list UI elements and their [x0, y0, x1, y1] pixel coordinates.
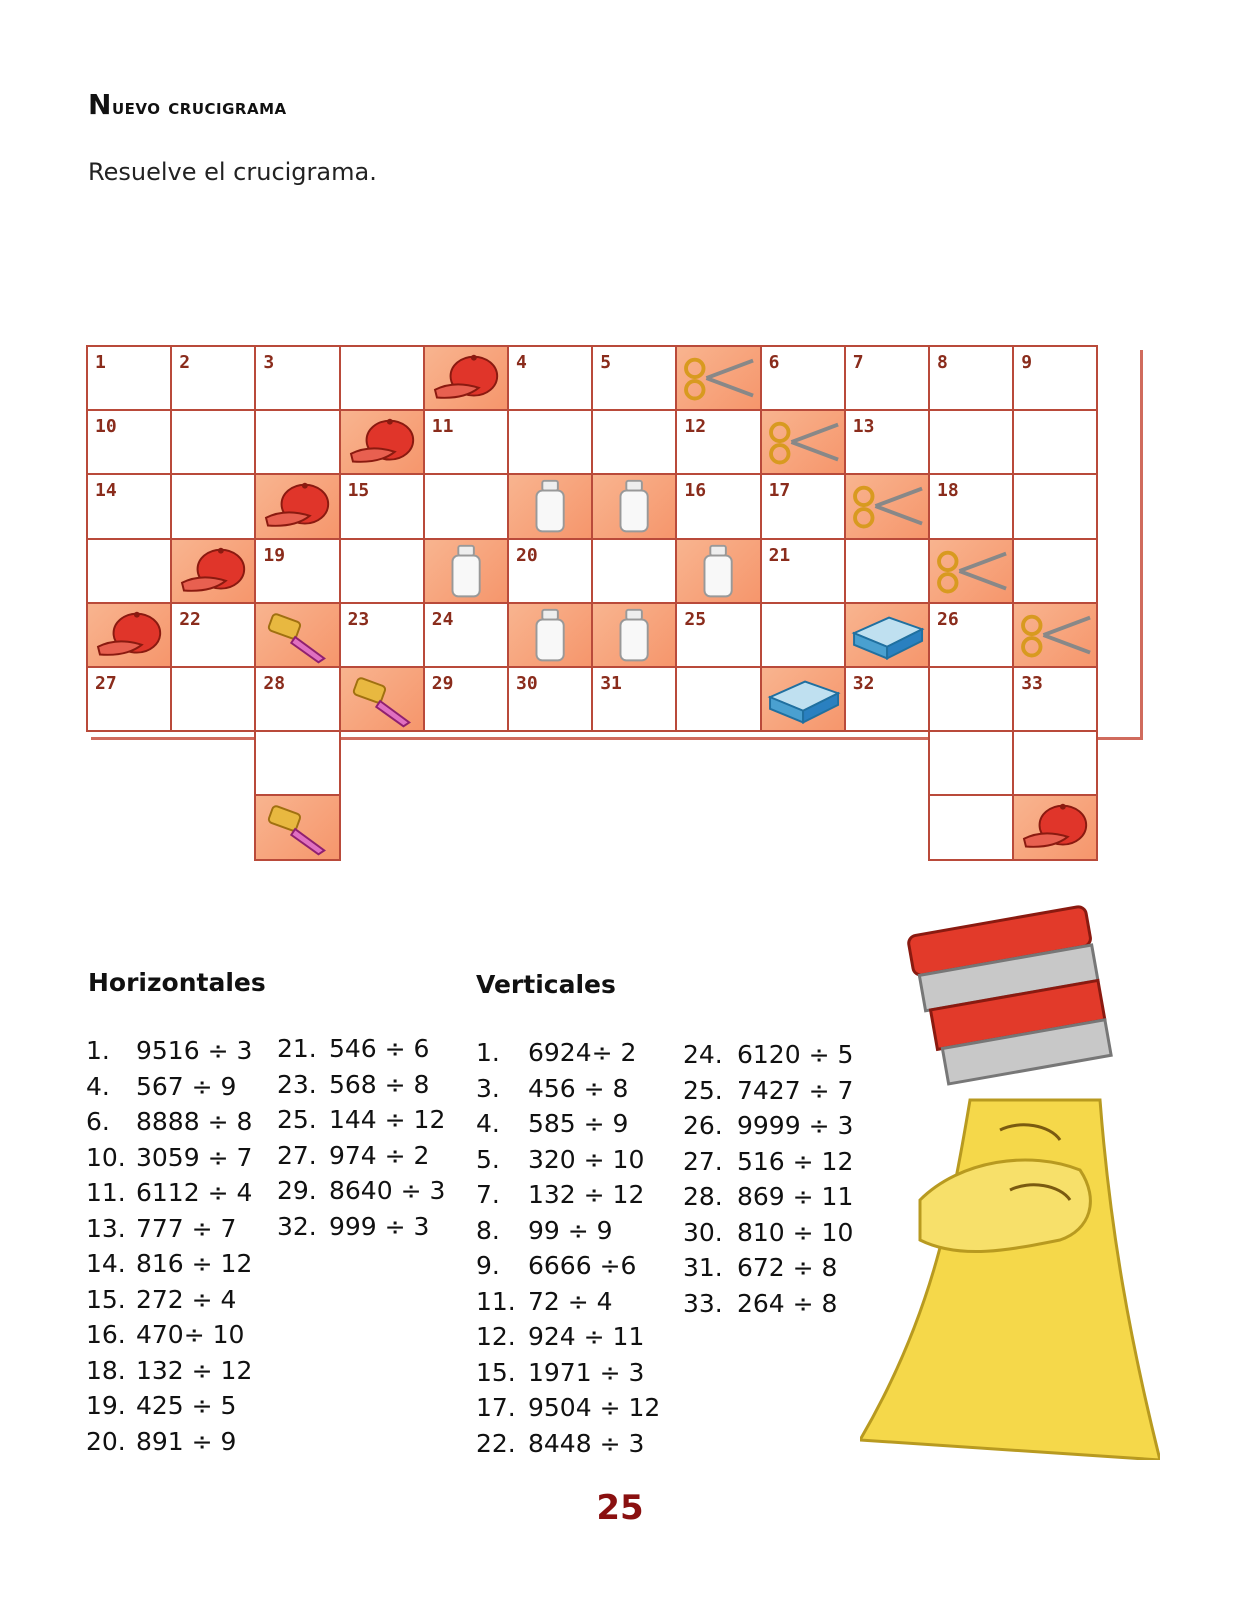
grid-cell[interactable]	[423, 602, 509, 668]
grid-cell-book	[844, 602, 930, 668]
clue-row	[476, 1145, 660, 1181]
clue-row	[683, 1218, 853, 1254]
clue-number: 20	[516, 544, 538, 566]
clue-expression: 144 ÷ 12	[329, 1105, 446, 1134]
clue-number: 9	[1021, 352, 1033, 373]
clue-row	[86, 1072, 252, 1108]
clue-label: 13.	[86, 1213, 126, 1243]
clue-expression: 264 ÷ 8	[737, 1288, 838, 1318]
horizontales-col-2	[277, 1034, 445, 1247]
clue-row	[277, 1212, 445, 1248]
title-rest: uevo crucigrama	[111, 95, 287, 119]
grid-cell[interactable]	[844, 345, 930, 411]
grid-cell[interactable]	[170, 409, 256, 475]
clue-label: 17.	[476, 1393, 516, 1422]
grid-cell-cap	[1012, 794, 1098, 860]
clue-row	[476, 1322, 660, 1358]
clue-label: 4.	[86, 1071, 110, 1101]
book-icon	[762, 668, 844, 730]
grid-cell[interactable]	[928, 666, 1014, 732]
clue-row	[476, 1216, 660, 1252]
grid-cell[interactable]	[760, 345, 846, 411]
grid-cell[interactable]	[760, 538, 846, 604]
clue-label: 18.	[86, 1355, 126, 1385]
grid-cell-bottle	[591, 602, 677, 668]
clue-row	[476, 1358, 660, 1394]
clue-label: 6.	[86, 1107, 110, 1136]
clue-label: 25.	[277, 1105, 317, 1134]
grid-cell-bottle	[591, 473, 677, 539]
grid-cell[interactable]	[760, 473, 846, 539]
clue-expression: 9999 ÷ 3	[737, 1111, 854, 1140]
brush-icon	[341, 668, 423, 730]
clue-row	[86, 1320, 252, 1356]
clue-expression: 777 ÷ 7	[136, 1213, 237, 1243]
clue-label: 4.	[476, 1109, 500, 1138]
clue-label: 11.	[476, 1286, 516, 1316]
clue-expression: 974 ÷ 2	[329, 1140, 430, 1170]
clue-number: 28	[263, 673, 286, 694]
grid-cell[interactable]	[591, 345, 677, 411]
clue-expression: 924 ÷ 11	[528, 1322, 645, 1351]
grid-cell[interactable]	[675, 473, 761, 539]
clue-expression: 516 ÷ 12	[737, 1146, 854, 1176]
clue-expression: 320 ÷ 10	[528, 1144, 645, 1174]
clue-row	[86, 1036, 252, 1072]
clue-label: 22.	[476, 1428, 516, 1458]
clue-label: 5.	[476, 1144, 500, 1174]
grid-cell-brush	[254, 602, 340, 668]
clue-row	[683, 1040, 853, 1076]
grid-cell[interactable]	[254, 730, 340, 796]
grid-cell-bottle	[423, 538, 509, 604]
clue-expression: 470÷ 10	[136, 1320, 245, 1349]
clue-number: 24	[431, 608, 454, 630]
clue-expression: 567 ÷ 9	[136, 1071, 237, 1101]
grid-cell[interactable]	[1012, 666, 1098, 732]
grid-cell[interactable]	[170, 345, 256, 411]
clue-label: 30.	[683, 1217, 723, 1247]
cap-icon	[425, 347, 507, 409]
horizontales-col-1	[86, 1036, 252, 1462]
grid-cell[interactable]	[254, 538, 340, 604]
grid-cell[interactable]	[423, 409, 509, 475]
grid-cell[interactable]	[675, 409, 761, 475]
clue-expression: 99 ÷ 9	[528, 1215, 613, 1245]
grid-cell-cap	[170, 538, 256, 604]
grid-cell[interactable]	[675, 666, 761, 732]
clue-number: 31	[600, 673, 622, 694]
clue-label: 20.	[86, 1426, 126, 1456]
clue-expression: 816 ÷ 12	[136, 1249, 253, 1278]
grid-cell[interactable]	[86, 409, 172, 475]
grid-cell-bottle	[675, 538, 761, 604]
clue-expression: 8640 ÷ 3	[329, 1176, 446, 1205]
clue-expression: 891 ÷ 9	[136, 1426, 237, 1456]
grid-cell-scissors	[928, 538, 1014, 604]
clue-expression: 9504 ÷ 12	[528, 1393, 661, 1422]
grid-cell[interactable]	[254, 345, 340, 411]
pencil-mascot-illustration	[860, 900, 1160, 1460]
grid-cell-cap	[254, 473, 340, 539]
clue-expression: 72 ÷ 4	[528, 1286, 613, 1316]
clue-row	[86, 1178, 252, 1214]
clue-row	[277, 1070, 445, 1106]
clue-label: 9.	[476, 1251, 500, 1280]
bottle-icon	[593, 604, 675, 666]
clue-label: 28.	[683, 1182, 723, 1211]
clue-row	[476, 1074, 660, 1110]
clue-row	[476, 1251, 660, 1287]
clue-label: 14.	[86, 1249, 126, 1278]
clue-row	[476, 1109, 660, 1145]
grid-cell[interactable]	[591, 409, 677, 475]
cap-icon	[256, 475, 338, 537]
grid-cell[interactable]	[339, 345, 425, 411]
clue-expression: 132 ÷ 12	[136, 1355, 253, 1385]
clue-label: 3.	[476, 1073, 500, 1103]
clue-number: 33	[1021, 673, 1043, 694]
clue-expression: 999 ÷ 3	[329, 1211, 430, 1241]
clue-row	[683, 1253, 853, 1289]
scissors-icon	[1014, 604, 1096, 666]
clue-label: 25.	[683, 1075, 723, 1105]
clue-number: 22	[179, 608, 201, 630]
clue-number: 6	[768, 352, 780, 373]
clue-label: 33.	[683, 1288, 723, 1318]
grid-cell-brush	[339, 666, 425, 732]
clue-row	[277, 1034, 445, 1070]
grid-cell[interactable]	[844, 538, 930, 604]
grid-cell-bottle	[507, 602, 593, 668]
clue-expression: 585 ÷ 9	[528, 1109, 629, 1138]
clue-number: 18	[937, 480, 959, 502]
clue-expression: 132 ÷ 12	[528, 1180, 645, 1209]
clue-expression: 425 ÷ 5	[136, 1391, 237, 1420]
clue-expression: 7427 ÷ 7	[737, 1075, 854, 1105]
clue-label: 7.	[476, 1180, 500, 1209]
grid-cell-scissors	[760, 409, 846, 475]
clue-label: 19.	[86, 1391, 126, 1420]
clue-row	[86, 1356, 252, 1392]
verticales-col-2	[683, 1040, 853, 1324]
clue-number: 21	[768, 544, 791, 566]
grid-cell[interactable]	[675, 602, 761, 668]
title-initial: N	[88, 88, 112, 121]
clue-label: 8.	[476, 1215, 500, 1245]
clue-label: 12.	[476, 1322, 516, 1351]
bottle-icon	[677, 540, 759, 602]
grid-cell[interactable]	[1012, 345, 1098, 411]
clue-label: 11.	[86, 1178, 126, 1207]
cap-icon	[172, 540, 254, 602]
clue-number: 8	[937, 352, 948, 373]
scissors-icon	[677, 347, 759, 409]
grid-cell[interactable]	[170, 473, 256, 539]
clue-row	[683, 1182, 853, 1218]
clue-expression: 869 ÷ 11	[737, 1182, 854, 1211]
clue-number: 32	[852, 673, 875, 694]
grid-cell-scissors	[1012, 602, 1098, 668]
clue-number: 27	[95, 673, 117, 694]
clue-row	[683, 1147, 853, 1183]
clue-expression: 9516 ÷ 3	[136, 1036, 253, 1065]
scissors-icon	[762, 411, 844, 473]
clue-expression: 8448 ÷ 3	[528, 1428, 645, 1458]
clue-label: 15.	[86, 1284, 126, 1314]
verticales-col-1	[476, 1038, 660, 1464]
grid-cell[interactable]	[928, 602, 1014, 668]
book-icon	[846, 604, 928, 666]
grid-cell[interactable]	[423, 473, 509, 539]
grid-cell-cap	[86, 602, 172, 668]
clue-number: 23	[347, 608, 370, 630]
clue-number: 3	[263, 352, 275, 373]
clue-label: 31.	[683, 1253, 723, 1282]
clue-number: 12	[684, 416, 707, 438]
grid-cell[interactable]	[928, 345, 1014, 411]
clue-expression: 8888 ÷ 8	[136, 1107, 253, 1136]
clue-expression: 6120 ÷ 5	[737, 1040, 854, 1069]
clue-number: 5	[600, 352, 612, 373]
clue-number: 14	[95, 480, 117, 502]
grid-cell[interactable]	[1012, 730, 1098, 796]
bottle-icon	[509, 604, 591, 666]
clue-expression: 6666 ÷6	[528, 1251, 637, 1280]
clue-label: 21.	[277, 1034, 317, 1063]
verticales-heading: Verticales	[476, 970, 616, 999]
grid-cell[interactable]	[86, 473, 172, 539]
clue-row	[277, 1105, 445, 1141]
brush-icon	[256, 604, 338, 666]
cap-icon	[1014, 796, 1096, 858]
clue-expression: 3059 ÷ 7	[136, 1142, 253, 1172]
clue-expression: 568 ÷ 8	[329, 1069, 430, 1099]
grid-cell[interactable]	[760, 602, 846, 668]
grid-cell[interactable]	[591, 666, 677, 732]
clue-row	[277, 1141, 445, 1177]
clue-row	[86, 1107, 252, 1143]
grid-cell[interactable]	[507, 345, 593, 411]
cap-icon	[88, 604, 170, 666]
grid-cell[interactable]	[339, 538, 425, 604]
bottle-icon	[509, 475, 591, 537]
grid-cell[interactable]	[591, 538, 677, 604]
horizontales-heading: Horizontales	[88, 968, 266, 997]
clue-row	[476, 1393, 660, 1429]
cap-icon	[341, 411, 423, 473]
clue-label: 23.	[277, 1069, 317, 1099]
grid-cell[interactable]	[86, 345, 172, 411]
grid-cell[interactable]	[928, 730, 1014, 796]
clue-row	[476, 1429, 660, 1465]
grid-cell[interactable]	[844, 409, 930, 475]
clue-number: 15	[347, 480, 370, 502]
grid-cell[interactable]	[507, 666, 593, 732]
grid-cell-bottle	[507, 473, 593, 539]
clue-number: 10	[95, 416, 117, 438]
clue-number: 30	[516, 673, 538, 694]
clue-row	[86, 1391, 252, 1427]
clue-row	[683, 1111, 853, 1147]
scissors-icon	[930, 540, 1012, 602]
grid-cell[interactable]	[928, 794, 1014, 860]
grid-cell-cap	[339, 409, 425, 475]
grid-cell[interactable]	[170, 602, 256, 668]
clue-row	[86, 1285, 252, 1321]
clue-number: 19	[263, 544, 286, 566]
crossword-grid	[86, 345, 1140, 890]
clue-label: 15.	[476, 1357, 516, 1387]
clue-number: 25	[684, 608, 707, 630]
grid-cell[interactable]	[86, 538, 172, 604]
grid-cell-scissors	[844, 473, 930, 539]
clue-expression: 6112 ÷ 4	[136, 1178, 253, 1207]
scissors-icon	[846, 475, 928, 537]
clue-number: 17	[768, 480, 791, 502]
clue-expression: 272 ÷ 4	[136, 1284, 237, 1314]
clue-row	[86, 1143, 252, 1179]
grid-cell[interactable]	[170, 666, 256, 732]
grid-cell-book	[760, 666, 846, 732]
clue-row	[476, 1180, 660, 1216]
clue-number: 7	[852, 352, 864, 373]
clue-number: 11	[431, 416, 454, 438]
clue-number: 4	[516, 352, 527, 373]
grid-cell[interactable]	[254, 409, 340, 475]
clue-label: 1.	[476, 1038, 500, 1067]
grid-cell[interactable]	[339, 473, 425, 539]
grid-cell[interactable]	[844, 666, 930, 732]
clue-label: 32.	[277, 1211, 317, 1241]
clue-row	[476, 1038, 660, 1074]
grid-cell[interactable]	[254, 666, 340, 732]
grid-cell[interactable]	[928, 473, 1014, 539]
grid-cell[interactable]	[1012, 409, 1098, 475]
instructions: Resuelve el crucigrama.	[88, 158, 377, 186]
grid-cell[interactable]	[86, 666, 172, 732]
clue-row	[683, 1076, 853, 1112]
grid-cell[interactable]	[339, 602, 425, 668]
grid-cell[interactable]	[1012, 473, 1098, 539]
grid-cell-brush	[254, 794, 340, 860]
clue-number: 29	[431, 673, 454, 694]
grid-cell-scissors	[675, 345, 761, 411]
clue-expression: 6924÷ 2	[528, 1038, 637, 1067]
grid-cell[interactable]	[423, 666, 509, 732]
grid-cell-cap	[423, 345, 509, 411]
grid-cell[interactable]	[928, 409, 1014, 475]
clue-row	[86, 1249, 252, 1285]
clue-expression: 672 ÷ 8	[737, 1253, 838, 1282]
clue-row	[683, 1289, 853, 1325]
clue-number: 26	[937, 608, 959, 630]
clue-label: 1.	[86, 1036, 110, 1065]
clue-number: 1	[95, 352, 106, 373]
clue-number: 2	[179, 352, 191, 373]
clue-row	[277, 1176, 445, 1212]
bottle-icon	[593, 475, 675, 537]
bottle-icon	[425, 540, 507, 602]
clue-label: 26.	[683, 1111, 723, 1140]
grid-cell[interactable]	[507, 538, 593, 604]
clue-row	[476, 1287, 660, 1323]
grid-cell[interactable]	[1012, 538, 1098, 604]
clue-label: 10.	[86, 1142, 126, 1172]
clue-number: 16	[684, 480, 707, 502]
clue-label: 27.	[683, 1146, 723, 1176]
clue-row	[86, 1427, 252, 1463]
clue-number: 13	[852, 416, 875, 438]
brush-icon	[256, 796, 338, 858]
page-title	[88, 88, 287, 121]
page-number: 25	[596, 1488, 644, 1528]
clue-expression: 1971 ÷ 3	[528, 1357, 645, 1387]
clue-label: 27.	[277, 1140, 317, 1170]
clue-expression: 456 ÷ 8	[528, 1073, 629, 1103]
clue-label: 29.	[277, 1176, 317, 1205]
clue-label: 24.	[683, 1040, 723, 1069]
clue-expression: 546 ÷ 6	[329, 1034, 430, 1063]
clue-label: 16.	[86, 1320, 126, 1349]
clue-expression: 810 ÷ 10	[737, 1217, 854, 1247]
grid-cell[interactable]	[507, 409, 593, 475]
clue-row	[86, 1214, 252, 1250]
